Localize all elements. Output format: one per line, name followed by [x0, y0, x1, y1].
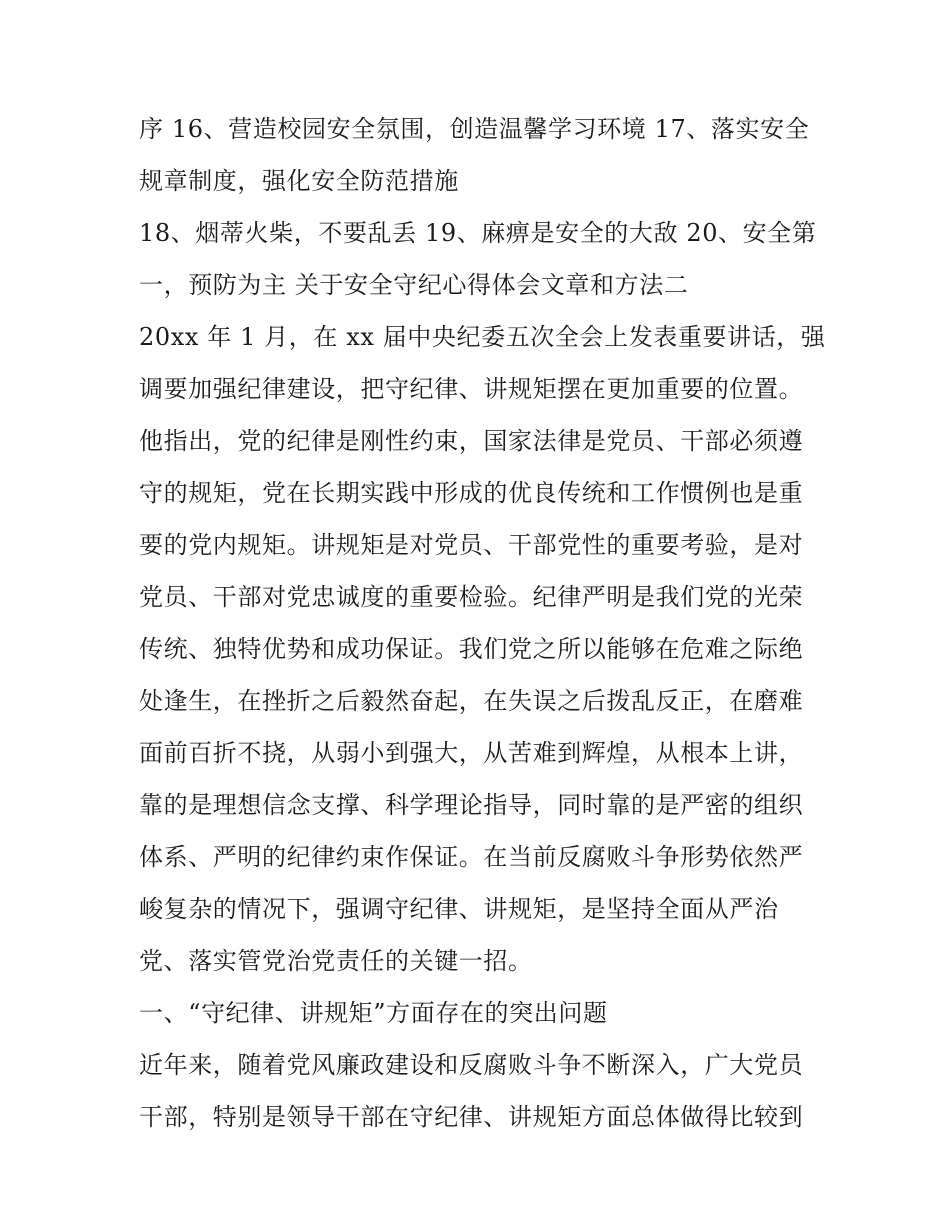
section-heading: 一、“守纪律、讲规矩”方面存在的突出问题	[139, 999, 608, 1027]
text-line: 面前百折不挠，从弱小到强大，从苦难到辉煌，从根本上讲，	[139, 739, 804, 767]
text-line: 处逢生，在挫折之后毅然奋起，在失误之后拨乱反正，在磨难	[139, 687, 804, 715]
text-line: 靠的是理想信念支撑、科学理论指导，同时靠的是严密的组织	[139, 791, 804, 819]
text-line: 规章制度，强化安全防范措施	[139, 167, 459, 195]
text-line: 干部，特别是领导干部在守纪律、讲规矩方面总体做得比较到	[139, 1103, 804, 1131]
text-line: 调要加强纪律建设，把守纪律、讲规矩摆在更加重要的位置。	[139, 375, 804, 403]
text-line: 序 16、营造校园安全氛围，创造温馨学习环境 17、落实安全	[139, 115, 810, 143]
text-line: 20xx 年 1 月，在 xx 届中央纪委五次全会上发表重要讲话，强	[139, 323, 826, 351]
text-line: 体系、严明的纪律约束作保证。在当前反腐败斗争形势依然严	[139, 843, 804, 871]
text-line: 一，预防为主 关于安全守纪心得体会文章和方法二	[139, 271, 689, 299]
text-line: 峻复杂的情况下，强调守纪律、讲规矩，是坚持全面从严治	[139, 895, 779, 923]
text-line: 党、落实管党治党责任的关键一招。	[139, 947, 533, 975]
text-line: 要的党内规矩。讲规矩是对党员、干部党性的重要考验，是对	[139, 531, 804, 559]
text-line: 传统、独特优势和成功保证。我们党之所以能够在危难之际绝	[139, 635, 804, 663]
text-line: 守的规矩，党在长期实践中形成的优良传统和工作惯例也是重	[139, 479, 804, 507]
text-line: 近年来，随着党风廉政建设和反腐败斗争不断深入，广大党员	[139, 1051, 804, 1079]
text-line: 党员、干部对党忠诚度的重要检验。纪律严明是我们党的光荣	[139, 583, 804, 611]
text-line: 18、烟蒂火柴，不要乱丢 19、麻痹是安全的大敌 20、安全第	[139, 219, 817, 247]
text-line: 他指出，党的纪律是刚性约束，国家法律是党员、干部必须遵	[139, 427, 804, 455]
